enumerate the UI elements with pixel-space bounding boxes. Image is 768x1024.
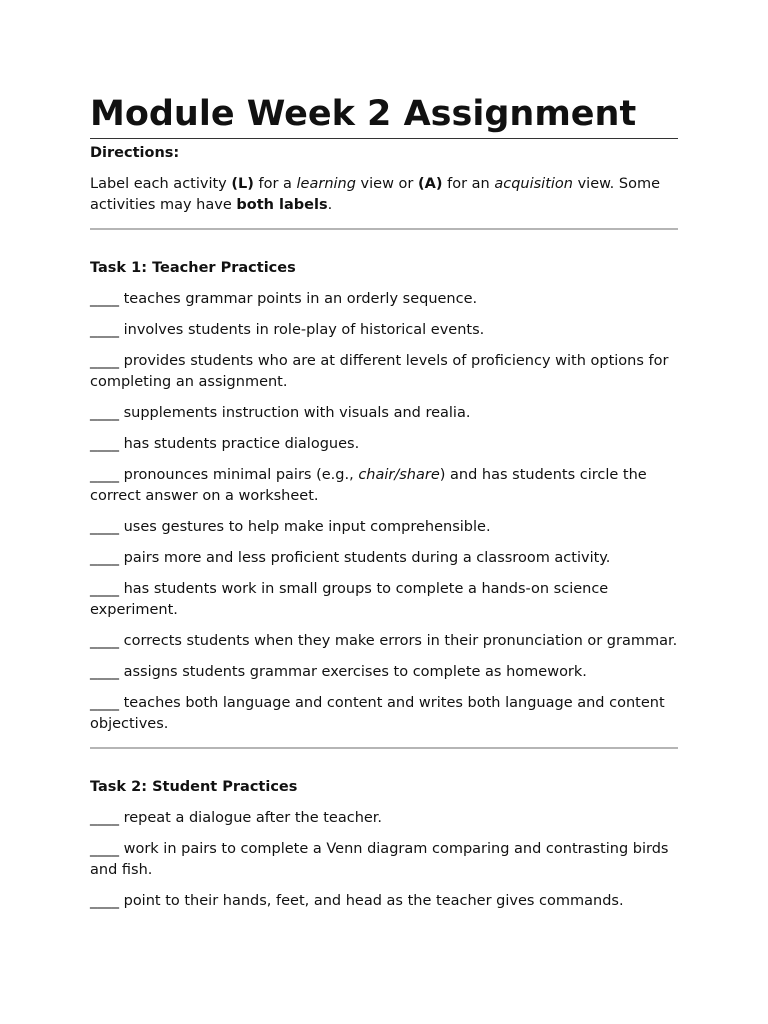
- item-text: has students practice dialogues.: [123, 436, 360, 452]
- page-title: Module Week 2 Assignment: [90, 92, 678, 139]
- item-text: involves students in role-play of historical events.: [123, 322, 485, 338]
- answer-blank[interactable]: ____: [90, 291, 119, 307]
- acquisition-term: acquisition: [494, 176, 573, 192]
- answer-blank[interactable]: ____: [90, 664, 119, 680]
- section-divider: [90, 747, 678, 749]
- item-text: repeat a dialogue after the teacher.: [123, 810, 383, 826]
- task2-title: Task 2: Student Practices: [90, 779, 298, 795]
- item-text: uses gestures to help make input comprehensible.: [123, 519, 491, 535]
- list-item: [90, 351, 678, 393]
- learning-term: learning: [296, 176, 356, 192]
- directions-heading: Directions:: [90, 145, 180, 161]
- answer-blank[interactable]: ____: [90, 841, 119, 857]
- task1-title: Task 1: Teacher Practices: [90, 260, 296, 276]
- list-item: [90, 289, 678, 310]
- list-item: [90, 320, 678, 341]
- directions-text: [90, 174, 678, 216]
- item-text-italic: chair/share: [358, 467, 440, 483]
- section-divider: [90, 228, 678, 230]
- directions-part: view or: [355, 176, 419, 192]
- list-item: [90, 839, 678, 881]
- list-item: [90, 517, 678, 538]
- answer-blank[interactable]: ____: [90, 436, 119, 452]
- answer-blank[interactable]: ____: [90, 633, 119, 649]
- answer-blank[interactable]: ____: [90, 810, 119, 826]
- list-item: [90, 579, 678, 621]
- acquisition-label-code: (A): [418, 176, 443, 192]
- item-text: has students work in small groups to complete a hands-on science experiment.: [90, 581, 609, 618]
- both-labels-emphasis: both labels: [236, 197, 328, 213]
- list-item: [90, 693, 678, 735]
- answer-blank[interactable]: ____: [90, 581, 119, 597]
- list-item: [90, 548, 678, 569]
- item-text: teaches grammar points in an orderly sequence.: [123, 291, 478, 307]
- list-item: [90, 403, 678, 424]
- answer-blank[interactable]: ____: [90, 467, 119, 483]
- answer-blank[interactable]: ____: [90, 353, 119, 369]
- answer-blank[interactable]: ____: [90, 519, 119, 535]
- item-text: provides students who are at different levels of proficiency with options for completing an assignment.: [90, 353, 669, 390]
- directions-part: Label each activity: [90, 176, 232, 192]
- list-item: [90, 662, 678, 683]
- item-text: pairs more and less proficient students during a classroom activity.: [123, 550, 611, 566]
- list-item: [90, 434, 678, 455]
- item-text: corrects students when they make errors in their pronunciation or grammar.: [123, 633, 678, 649]
- list-item: [90, 891, 678, 912]
- item-text: teaches both language and content and writes both language and content objectives.: [90, 695, 665, 732]
- list-item: [90, 631, 678, 652]
- answer-blank[interactable]: ____: [90, 893, 119, 909]
- item-text: ) and has students circle the correct answer on a worksheet.: [90, 467, 647, 504]
- document-page: [90, 92, 678, 912]
- answer-blank[interactable]: ____: [90, 405, 119, 421]
- answer-blank[interactable]: ____: [90, 550, 119, 566]
- item-text: pronounces minimal pairs (e.g.,: [123, 467, 359, 483]
- task1-list: [90, 289, 678, 735]
- directions-part: view. Some activities may have: [90, 176, 660, 213]
- directions-part: for an: [442, 176, 495, 192]
- answer-blank[interactable]: ____: [90, 695, 119, 711]
- task2-list: [90, 808, 678, 912]
- item-text: supplements instruction with visuals and realia.: [123, 405, 471, 421]
- list-item: [90, 465, 678, 507]
- learning-label-code: (L): [231, 176, 254, 192]
- directions-part: for a: [253, 176, 297, 192]
- list-item: [90, 808, 678, 829]
- item-text: assigns students grammar exercises to complete as homework.: [123, 664, 587, 680]
- directions-part: .: [327, 197, 333, 213]
- item-text: point to their hands, feet, and head as the teacher gives commands.: [123, 893, 624, 909]
- answer-blank[interactable]: ____: [90, 322, 119, 338]
- item-text: work in pairs to complete a Venn diagram comparing and contrasting birds and fish.: [90, 841, 669, 878]
